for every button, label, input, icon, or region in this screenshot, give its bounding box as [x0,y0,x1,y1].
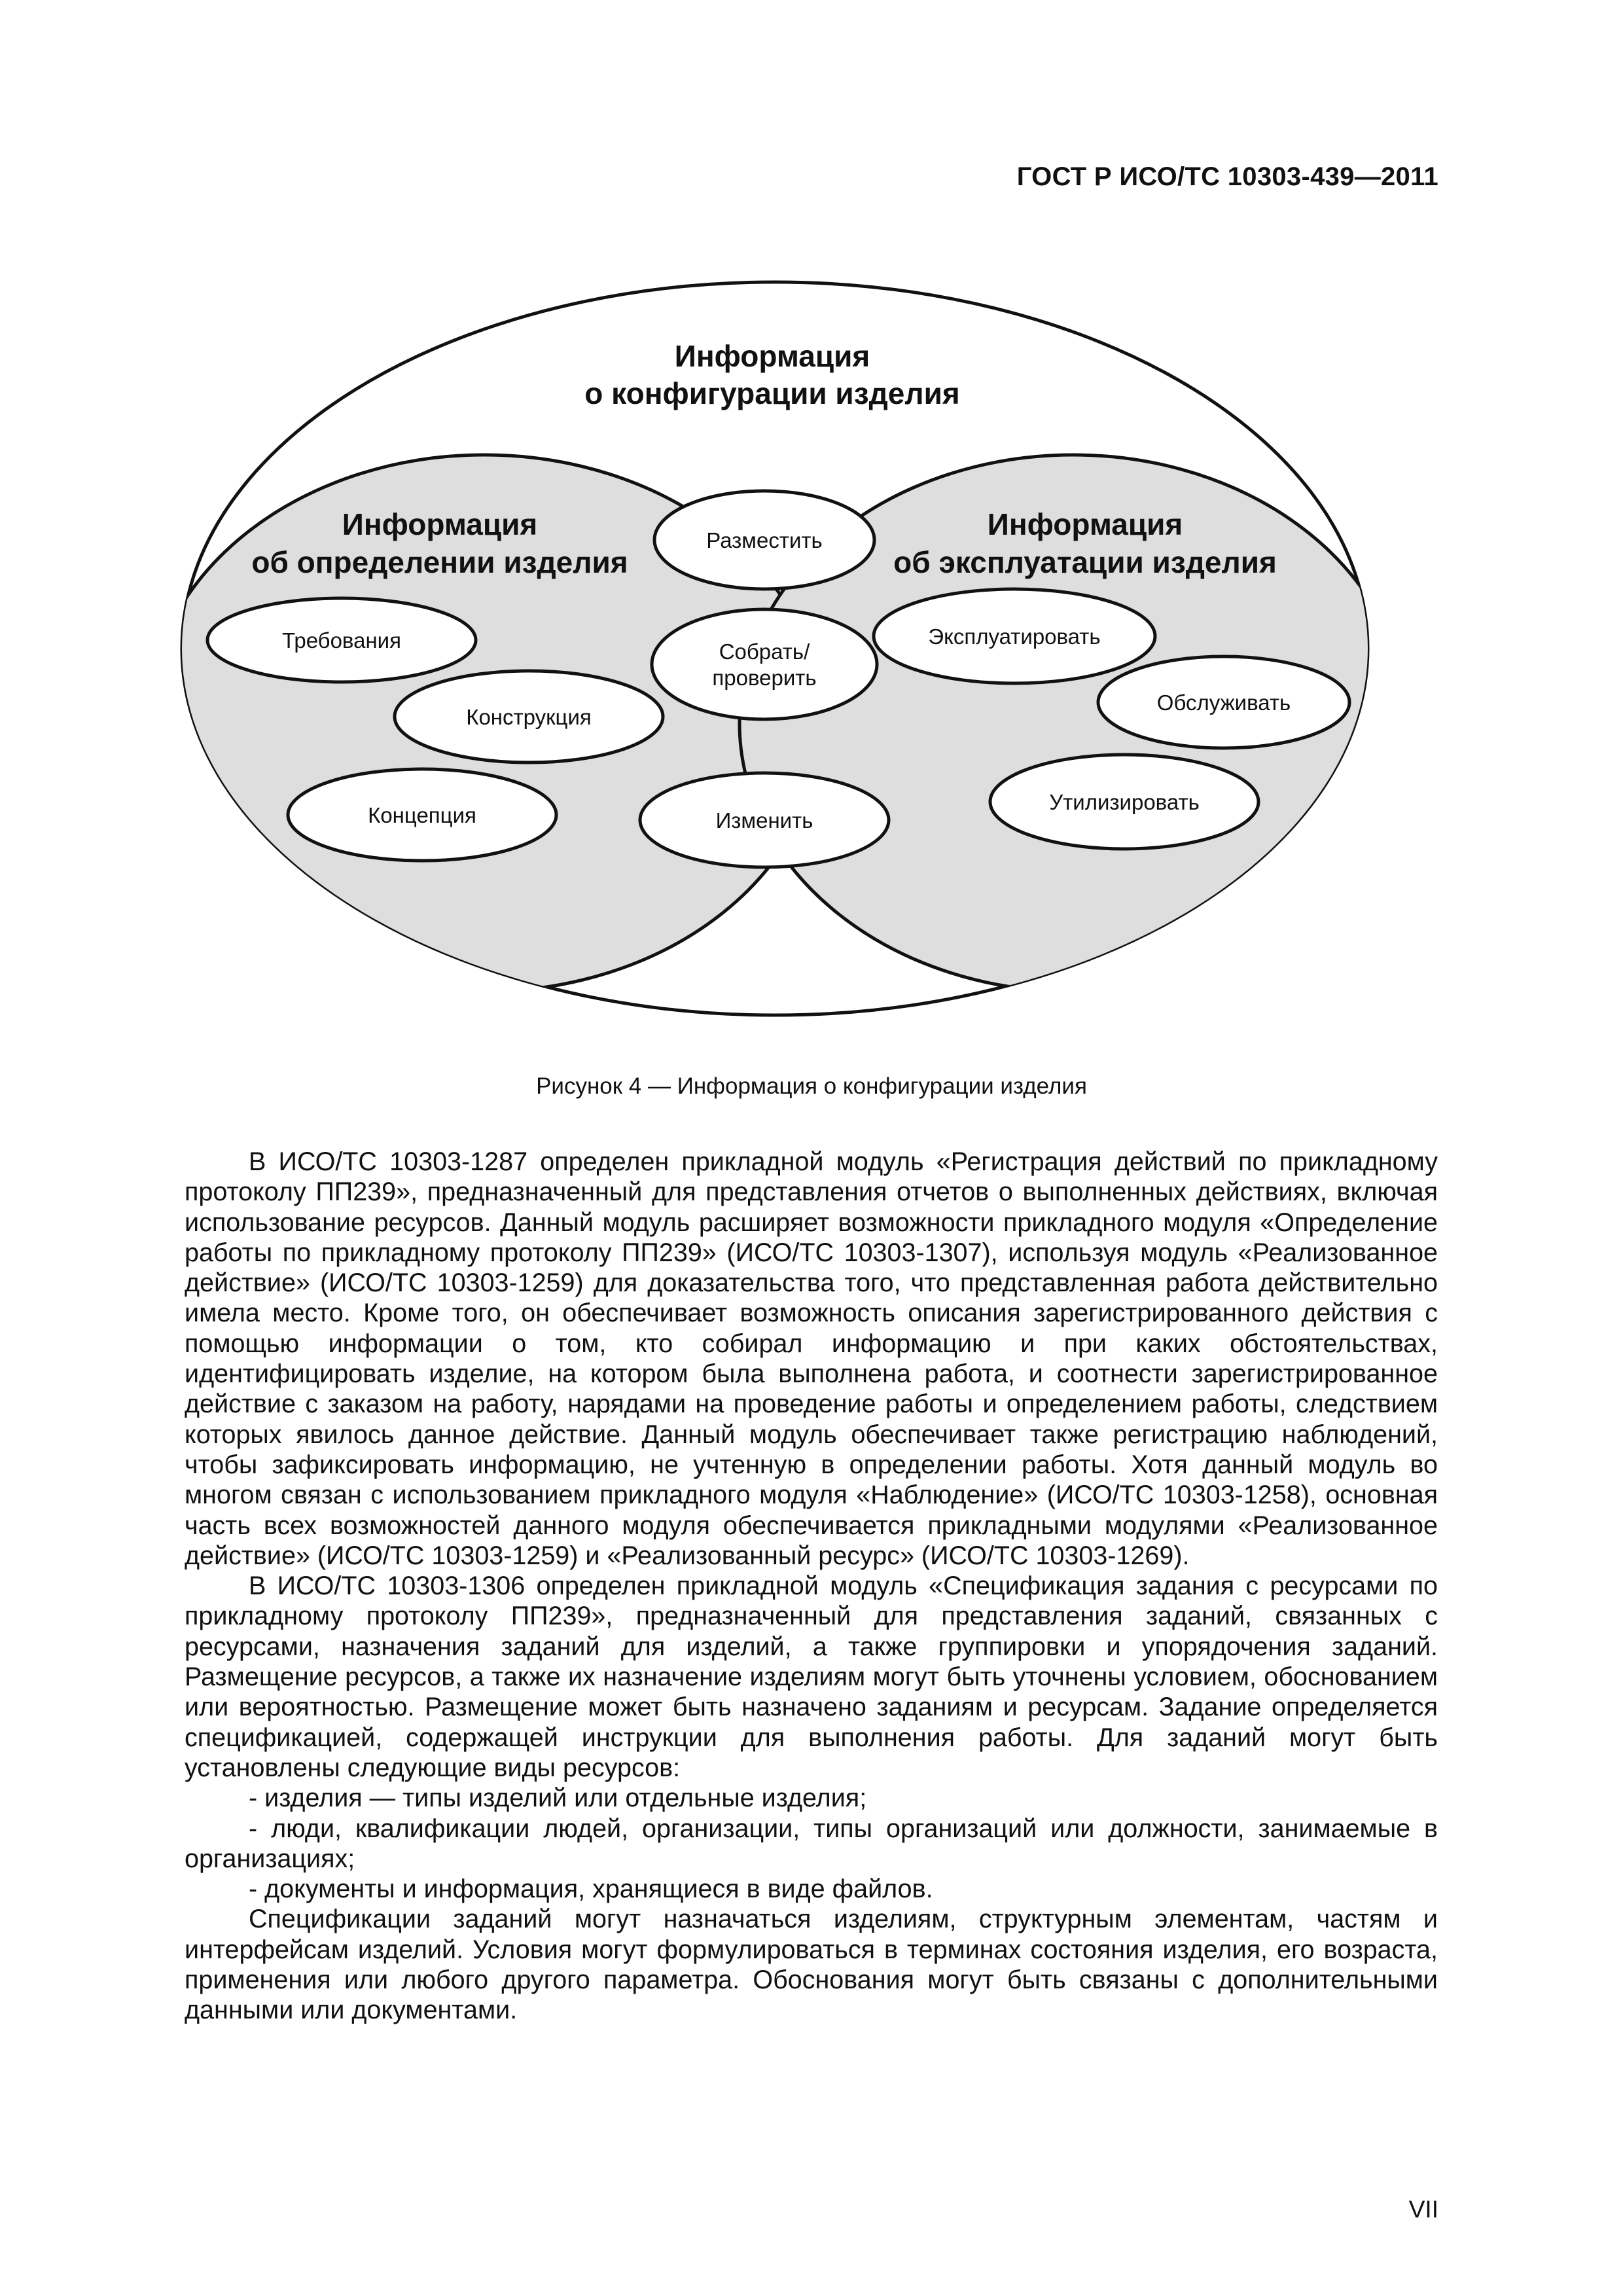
paragraph-1: В ИСО/ТС 10303-1287 определен прикладной модуль «Регистрация действий по прикладному протоколу ПП239», предназначенный для представления отчетов о выполненных действиях, включая использование ресурсов. Данный модуль расширяет возможности прикладного модуля «Определение работы по прикладному протоколу ПП239» (ИСО/ТС 10303-1307), используя модуль «Реализованное действие» (ИСО/ТС 10303-1259) для доказательства того, что представленная работа действительно имела место. Кроме того, он обеспечивает возможность описания зарегистрированного действия с помощью информации о том, кто собирал информацию и при каких обстоятельствах, идентифицировать изделие, на котором была выполнена работа, и соотнести зарегистрированное действие с заказом на работу, нарядами на проведение работы и определением работы, следствием которых явилось данное действие. Данный модуль обеспечивает также регистрацию наблюдений, чтобы зафиксировать информацию, не учтенную в определении работы. Хотя данный модуль во многом связан с использованием прикладного модуля «Наблюдение» (ИСО/ТС 10303-1258), основная часть всех возможностей данного модуля обеспечивается прикладными модулями «Реализованное действие» (ИСО/ТС 10303-1259) и «Реализованный ресурс» (ИСО/ТС 10303-1269). [185,1147,1438,1570]
paragraph-3: Спецификации заданий могут назначаться изделиям, структурным элементам, частям и интерфейсам изделий. Условия могут формулироваться в терминах состояния изделия, его возраста, применения или любого другого параметра. Обоснования могут быть связаны с дополнительными данными или документами. [185,1905,1438,2025]
right-oval-2-label: Обслуживать [1156,691,1291,715]
center-oval-bottom-label: Изменить [715,808,813,833]
outer-title-line2: о конфигурации изделия [584,376,960,410]
figure-caption: Рисунок 4 — Информация о конфигурации изделия [536,1073,1087,1099]
list-item-2: - люди, квалификации людей, организации, типы организаций или должности, занимаемые в организациях; [185,1814,1438,1873]
center-oval-middle-label-1: Собрать/ [719,639,810,664]
right-oval-1-label: Эксплуатировать [928,624,1101,649]
center-oval-middle [652,609,877,719]
center-oval-middle-label-2: проверить [712,666,817,690]
center-oval-top-label: Разместить [706,528,823,552]
left-oval-1-label: Требования [282,628,401,653]
left-oval-2-label: Конструкция [466,705,592,729]
document-header: ГОСТ Р ИСО/ТС 10303-439—2011 [1016,162,1438,191]
right-oval-3-label: Утилизировать [1049,790,1200,814]
outer-title-line1: Информация [674,339,870,373]
left-title-line1: Информация [342,507,538,541]
body-text [185,1147,1438,2026]
paragraph-2: В ИСО/ТС 10303-1306 определен прикладной модуль «Спецификация задания с ресурсами по прикладному протоколу ПП239», предназначенный для представления заданий, связанных с ресурсами, назначения заданий для изделий, а также группировки и упорядочения заданий. Размещение ресурсов, а также их назначение изделиям могут быть уточнены условием, обоснованием или вероятностью. Размещение может быть назначено заданиям и ресурсам. Задание определяется спецификацией, содержащей инструкции для выполнения работы. Для заданий могут быть установлены следующие виды ресурсов: [185,1571,1438,1782]
configuration-diagram [170,245,1387,1050]
left-title-line2: об определении изделия [251,545,628,579]
list-item-3: - документы и информация, хранящиеся в виде файлов. [249,1874,933,1904]
right-title-line1: Информация [987,507,1183,541]
list-item-1: - изделия — типы изделий или отдельные изделия; [249,1784,867,1813]
page-number: VII [1408,2196,1438,2223]
right-title-line2: об эксплуатации изделия [893,545,1277,579]
left-oval-3-label: Концепция [368,803,476,827]
